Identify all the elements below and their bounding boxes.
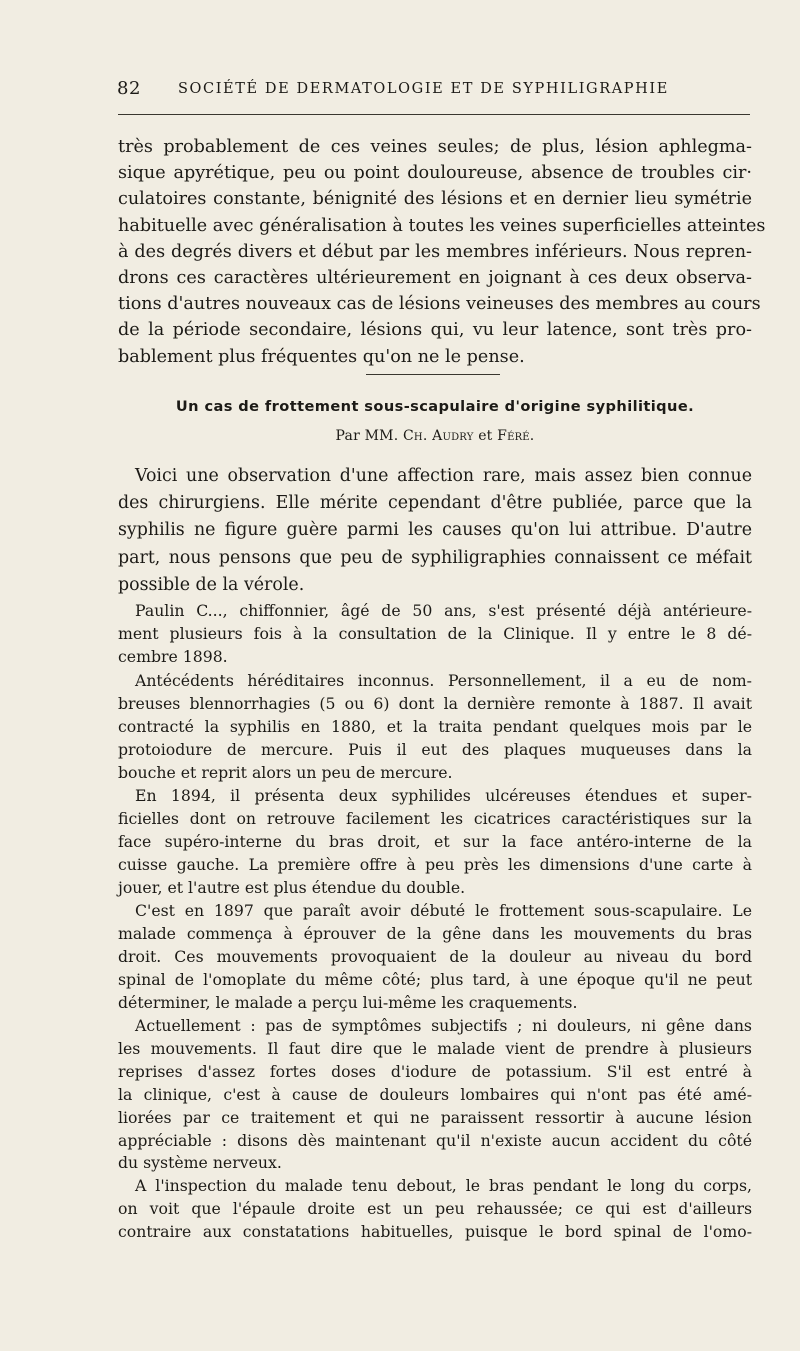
text-line: malade commença à éprouver de la gêne dans les mouvements du bras <box>118 923 752 943</box>
observation-paragraph <box>118 600 752 669</box>
observation-paragraph <box>118 900 752 1015</box>
intro-paragraph <box>118 463 752 599</box>
author-name: Féré. <box>497 428 535 444</box>
text-line: tions d'autres nouveaux cas de lésions veineuses des membres au cours <box>118 294 761 315</box>
running-title: SOCIÉTÉ DE DERMATOLOGIE ET DE SYPHILIGRAPHIE <box>178 81 669 97</box>
text-line: A l'inspection du malade tenu debout, le bras pendant le long du corps, <box>135 1176 752 1195</box>
continued-paragraph <box>118 134 766 370</box>
section-divider <box>366 374 500 375</box>
text-line: Voici une observation d'une affection rare, mais assez bien connue <box>135 466 752 486</box>
text-line: droit. Ces mouvements provoquaient de la douleur au niveau du bord <box>118 946 752 966</box>
observation-paragraph <box>118 785 752 900</box>
text-line: sique apyrétique, peu ou point douloureuse, absence de troubles cir· <box>118 163 752 184</box>
text-line: la clinique, c'est à cause de douleurs lombaires qui n'ont pas été amé- <box>118 1084 752 1104</box>
text-line: liorées par ce traitement et qui ne paraissent ressortir à aucune lésion <box>118 1107 752 1127</box>
text-line: très probablement de ces veines seules; de plus, lésion aphlegma- <box>118 137 752 157</box>
text-line: ficielles dont on retrouve facilement les cicatrices caractéristiques sur la <box>118 808 752 828</box>
text-line: protoiodure de mercure. Puis il eut des plaques muqueuses dans la <box>118 739 752 759</box>
observation-paragraph <box>118 1015 752 1175</box>
text-line: Antécédents héréditaires inconnus. Personnellement, il a eu de nom- <box>135 671 752 690</box>
text-line: C'est en 1897 que paraît avoir débuté le frottement sous-scapulaire. Le <box>135 901 752 920</box>
text-line: ment plusieurs fois à la consultation de la Clinique. Il y entre le 8 dé- <box>118 623 752 643</box>
article-title: Un cas de frottement sous-scapulaire d'origine syphilitique. <box>175 398 695 415</box>
text-line: syphilis ne figure guère parmi les causes qu'on lui attribue. D'autre <box>118 520 752 541</box>
text-line: breuses blennorrhagies (5 ou 6) dont la dernière remonte à 1887. Il avait <box>118 693 752 713</box>
text-line: contracté la syphilis en 1880, et la traita pendant quelques mois par le <box>118 716 752 736</box>
byline-prefix: Par MM. <box>335 428 399 444</box>
text-line: Paulin C..., chiffonnier, âgé de 50 ans, s'est présenté déjà antérieure- <box>135 601 752 620</box>
text-line: habituelle avec généralisation à toutes les veines superficielles atteintes <box>118 215 766 236</box>
text-line: face supéro-interne du bras droit, et sur la face antéro-interne de la <box>118 831 752 851</box>
text-line: culatoires constante, bénignité des lésions et en dernier lieu symétrie <box>118 189 752 210</box>
text-line: drons ces caractères ultérieurement en joignant à ces deux observa- <box>118 268 752 289</box>
page-number: 82 <box>117 78 141 99</box>
text-line: cembre 1898. <box>118 646 228 666</box>
text-line: possible de la vérole. <box>118 574 305 595</box>
text-line: bablement plus fréquentes qu'on ne le pense. <box>118 346 525 367</box>
text-line: à des degrés divers et début par les membres inférieurs. Nous repren- <box>118 241 752 262</box>
text-line: jouer, et l'autre est plus étendue du double. <box>118 877 466 897</box>
text-line: reprises d'assez fortes doses d'iodure de potassium. S'il est entré à <box>118 1061 752 1081</box>
text-line: En 1894, il présenta deux syphilides ulcéreuses étendues et super- <box>135 786 752 805</box>
text-line: cuisse gauche. La première offre à peu près les dimensions d'une carte à <box>118 854 752 874</box>
text-line: spinal de l'omoplate du même côté; plus tard, à une époque qu'il ne peut <box>118 969 752 989</box>
text-line: déterminer, le malade a perçu lui-même les craquements. <box>118 992 578 1012</box>
text-line: du système nerveux. <box>118 1153 282 1173</box>
text-line: les mouvements. Il faut dire que le malade vient de prendre à plusieurs <box>118 1038 752 1058</box>
text-line: on voit que l'épaule droite est un peu rehaussée; ce qui est d'ailleurs <box>118 1198 752 1218</box>
text-line: des chirurgiens. Elle mérite cependant d'être publiée, parce que la <box>118 493 752 514</box>
header-rule <box>118 114 750 115</box>
observation-paragraph <box>118 670 752 785</box>
author-name: Ch. Audry <box>403 428 474 444</box>
byline <box>118 428 752 444</box>
page-header <box>114 78 754 106</box>
byline-joiner: et <box>478 428 493 444</box>
text-line: Actuellement : pas de symptômes subjectifs ; ni douleurs, ni gêne dans <box>135 1016 752 1035</box>
observation-paragraph <box>118 1175 752 1244</box>
text-line: de la période secondaire, lésions qui, vu leur latence, sont très pro- <box>118 320 752 341</box>
text-line: appréciable : disons dès maintenant qu'il n'existe aucun accident du côté <box>118 1130 752 1150</box>
text-line: part, nous pensons que peu de syphiligraphies connaissent ce méfait <box>118 547 752 568</box>
text-line: contraire aux constatations habituelles, puisque le bord spinal de l'omo- <box>118 1221 752 1241</box>
text-line: bouche et reprit alors un peu de mercure. <box>118 762 453 782</box>
